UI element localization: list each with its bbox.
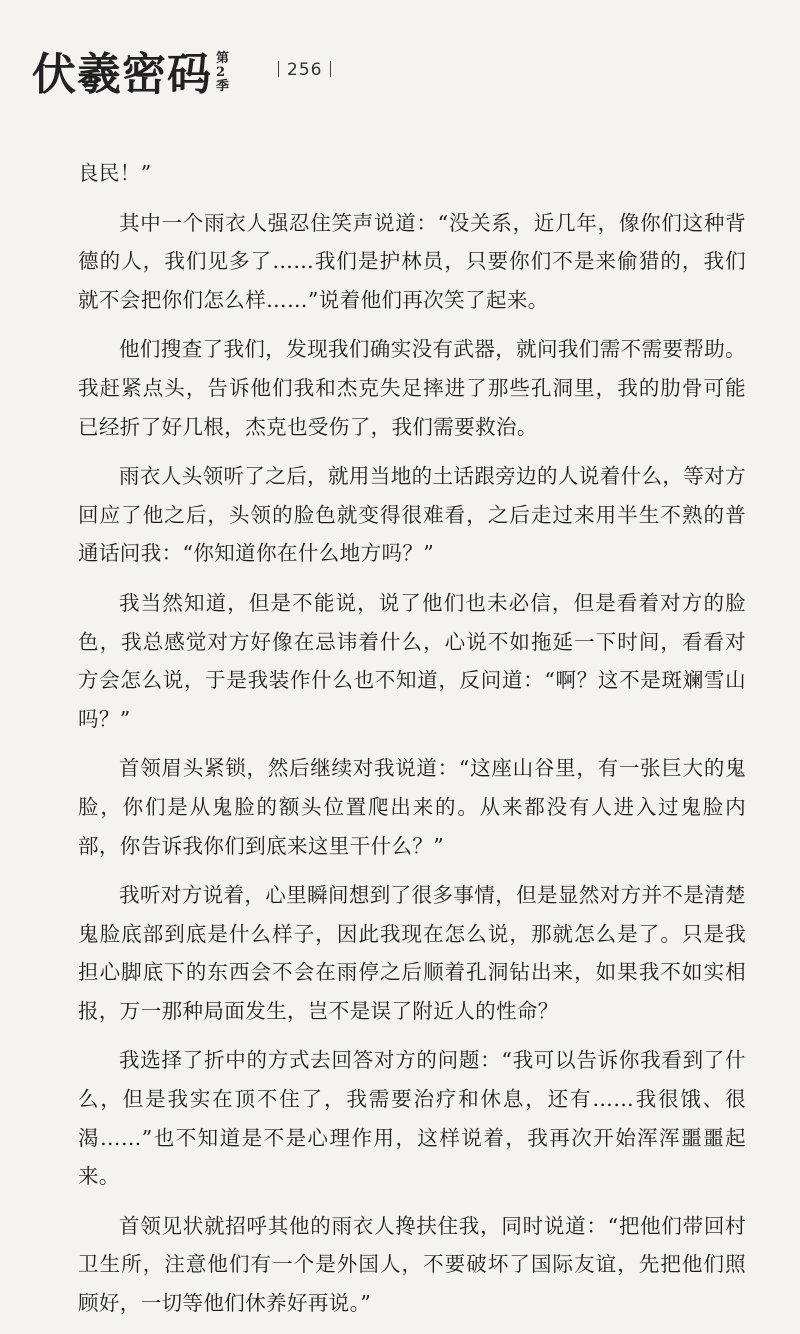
- book-title: 伏羲密码: [32, 49, 212, 100]
- running-header: [32, 46, 229, 100]
- season-char: 2: [216, 65, 226, 80]
- page-number-block: [270, 60, 339, 80]
- paragraph: 我选择了折中的方式去回答对方的问题：“我可以告诉你我看到了什么，但是我实在顶不住了，我需要治疗和休息，还有……我很饿、很渴……”也不知道是不是心理作用，这样说着，我再次开始浑浑噩噩起来。: [78, 1048, 746, 1189]
- divider: [330, 61, 331, 77]
- season-char: 季: [216, 79, 230, 94]
- paragraph: 其中一个雨衣人强忍住笑声说道：“没关系，近几年，像你们这种背德的人，我们见多了……我们是护林员，只要你们不是来偷猎的，我们就不会把你们怎么样……”说着他们再次笑了起来。: [78, 210, 746, 312]
- paragraph: 他们搜查了我们，发现我们确实没有武器，就问我们需不需要帮助。我赶紧点头，告诉他们我和杰克失足摔进了那些孔洞里，我的肋骨可能已经折了好几根，杰克也受伤了，我们需要救治。: [78, 337, 746, 439]
- season-label: [216, 52, 229, 94]
- paragraph: 我听对方说着，心里瞬间想到了很多事情，但是显然对方并不是清楚鬼脸底部到底是什么样子，因此我现在怎么说，那就怎么是了。只是我担心脚底下的东西会不会在雨停之后顺着孔洞钻出来，如果我不如实相报，万一那种局面发生，岂不是误了附近人的性命？: [78, 883, 746, 1023]
- paragraph: 首领见状就招呼其他的雨衣人搀扶住我，同时说道：“把他们带回村卫生所，注意他们有一个是外国人，不要破坏了国际友谊，先把他们照顾好，一切等他们休养好再说。”: [78, 1213, 746, 1316]
- season-char: 第: [216, 51, 230, 66]
- paragraph: 雨衣人头领听了之后，就用当地的土话跟旁边的人说着什么，等对方回应了他之后，头领的脸色就变得很难看，之后走过来用半生不熟的普通话问我：“你知道你在什么地方吗？”: [78, 464, 746, 566]
- body-text: [78, 154, 746, 1334]
- paragraph: 我当然知道，但是不能说，说了他们也未必信，但是看着对方的脸色，我总感觉对方好像在忌讳着什么，心说不如拖延一下时间，看看对方会怎么说，于是我装作什么也不知道，反问道：“啊？这不是斑斓雪山吗？”: [78, 590, 746, 731]
- paragraph: 首领眉头紧锁，然后继续对我说道：“这座山谷里，有一张巨大的鬼脸，你们是从鬼脸的额头位置爬出来的。从来都没有人进入过鬼脸内部，你告诉我你们到底来这里干什么？”: [78, 756, 746, 858]
- divider: [278, 61, 279, 77]
- page-number: 256: [287, 60, 323, 80]
- paragraph: 良民！”: [78, 161, 152, 185]
